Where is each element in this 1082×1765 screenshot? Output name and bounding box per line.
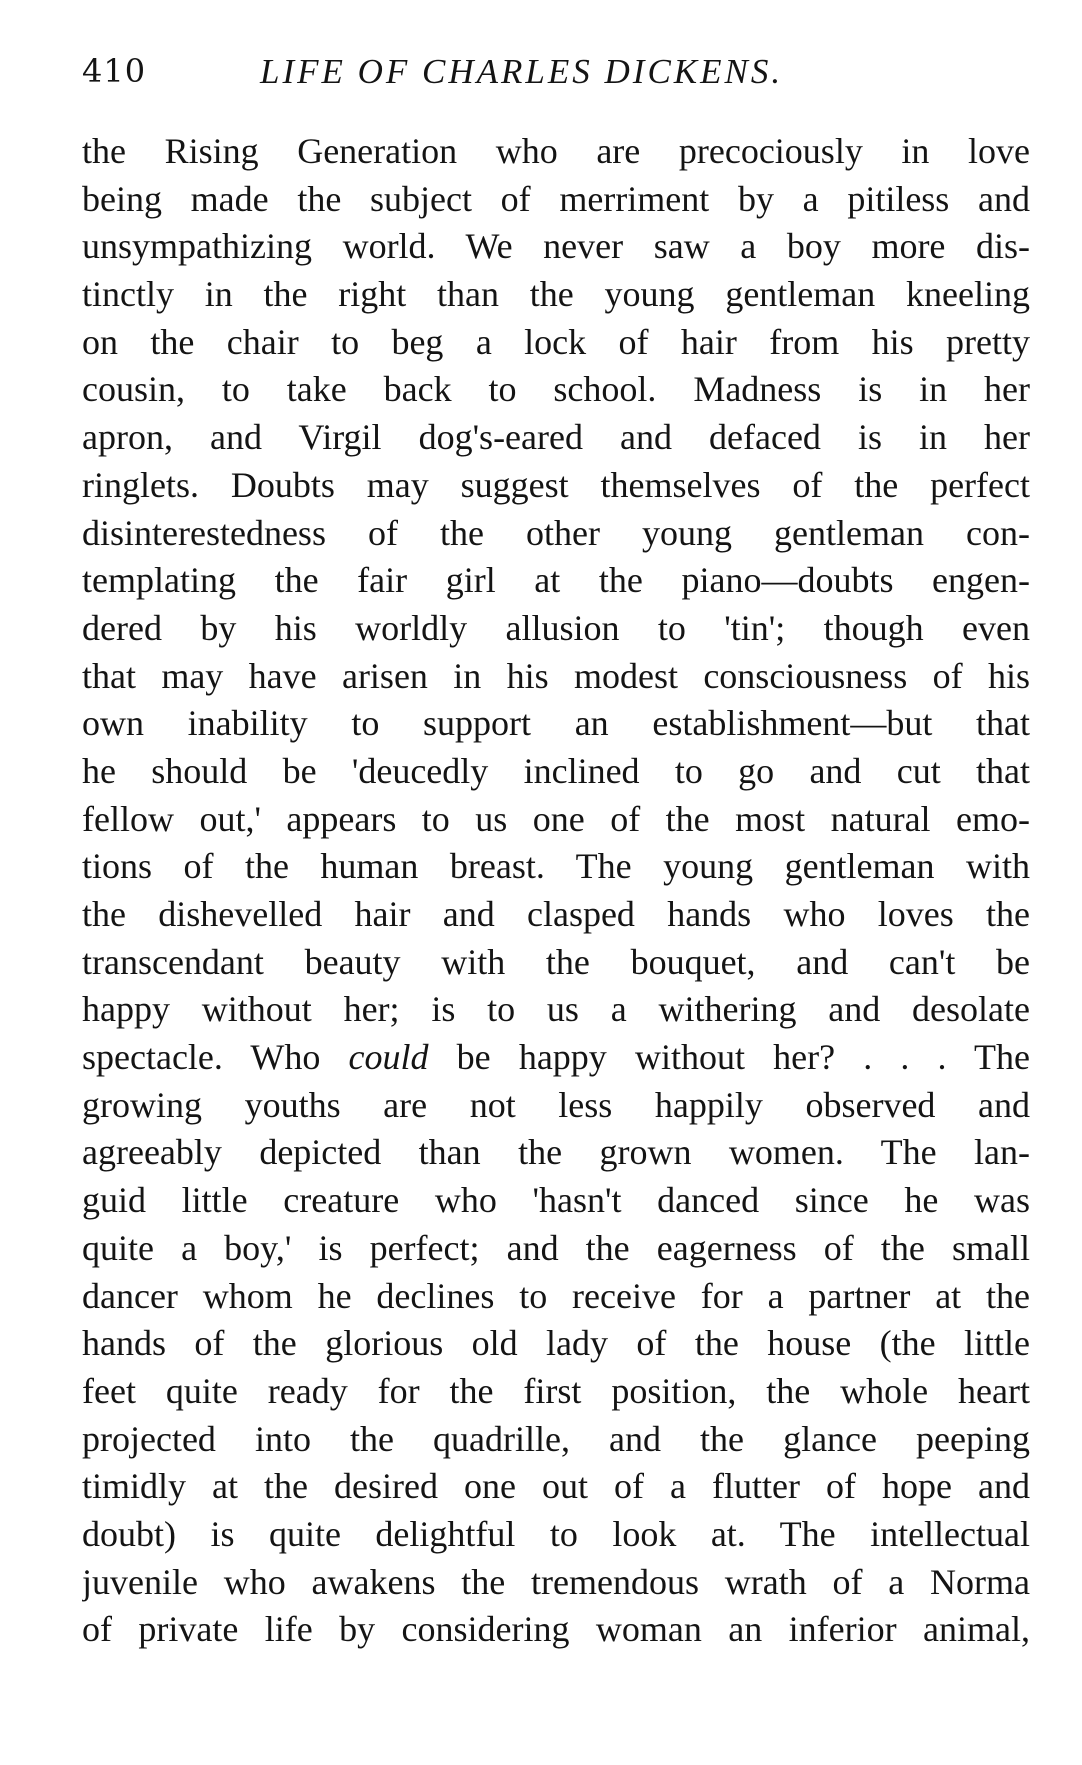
text-line: agreeably depicted than the grown women. The lan-: [82, 1132, 1030, 1173]
text-line: of private life by considering woman an inferior animal,: [82, 1609, 1030, 1650]
text-line: tions of the human breast. The young gentleman with: [82, 846, 1030, 887]
text-line: quite a boy,' is perfect; and the eagerness of the small: [82, 1227, 1030, 1268]
text-line: growing youths are not less happily observed and: [82, 1084, 1030, 1125]
running-head: [82, 52, 1042, 112]
text-line: ringlets. Doubts may suggest themselves of the perfect: [82, 464, 1030, 505]
text-line: disinterestedness of the other young gentleman con-: [82, 512, 1030, 553]
text-line: hands of the glorious old lady of the house (the little: [82, 1323, 1030, 1364]
text-line: projected into the quadrille, and the glance peeping: [82, 1418, 1030, 1459]
text-line: that may have arisen in his modest consciousness of his: [82, 655, 1030, 696]
text-line: transcendant beauty with the bouquet, and can't be: [82, 941, 1030, 982]
running-title: LIFE OF CHARLES DICKENS.: [260, 52, 784, 91]
text-line: the dishevelled hair and clasped hands who loves the: [82, 894, 1030, 934]
page-number: 410: [82, 52, 147, 90]
text-line: cousin, to take back to school. Madness is in her: [82, 369, 1030, 410]
text-line: the Rising Generation who are precociously in love: [82, 131, 1030, 171]
text-line: on the chair to beg a lock of hair from his pretty: [82, 321, 1030, 362]
text-line: dered by his worldly allusion to 'tin'; though even: [82, 607, 1030, 648]
text-line: templating the fair girl at the piano—doubts engen-: [82, 560, 1030, 601]
text-line: juvenile who awakens the tremendous wrath of a Norma: [82, 1561, 1030, 1602]
text-line: spectacle. Who could be happy without her? . . . The: [82, 1037, 1030, 1078]
text-line: feet quite ready for the first position, the whole heart: [82, 1370, 1030, 1411]
text-line: happy without her; is to us a withering and desolate: [82, 989, 1030, 1030]
text-line: apron, and Virgil dog's-eared and defaced is in her: [82, 417, 1030, 458]
text-line: doubt) is quite delightful to look at. The intellectual: [82, 1513, 1030, 1554]
text-line: guid little creature who 'hasn't danced since he was: [82, 1180, 1030, 1221]
text-line: dancer whom he declines to receive for a partner at the: [82, 1275, 1030, 1316]
text-line: unsympathizing world. We never saw a boy more dis-: [82, 226, 1030, 267]
text-line: tinctly in the right than the young gentleman kneeling: [82, 274, 1030, 315]
text-line: he should be 'deucedly inclined to go and cut that: [82, 750, 1030, 791]
emphasis-word: could: [348, 1037, 429, 1078]
text-line: fellow out,' appears to us one of the most natural emo-: [82, 798, 1030, 839]
text-line: being made the subject of merriment by a pitiless and: [82, 178, 1030, 219]
text-line: own inability to support an establishment—but that: [82, 703, 1030, 744]
text-line: timidly at the desired one out of a flutter of hope and: [82, 1466, 1030, 1507]
body-text: [82, 128, 1030, 1654]
